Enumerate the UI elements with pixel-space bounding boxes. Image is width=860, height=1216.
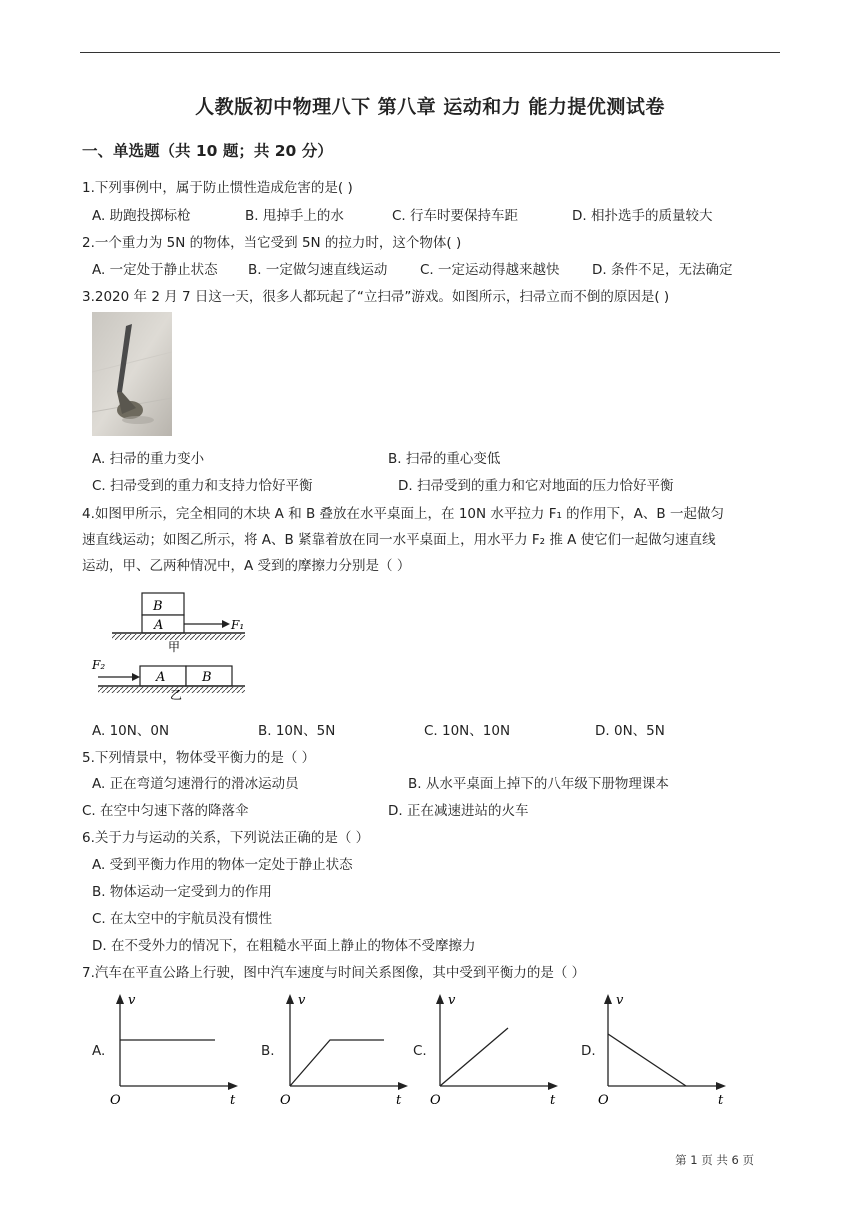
question-4-line-2: 速直线运动；如图乙所示，将 A、B 紧靠着放在同一水平桌面上，用水平力 F₂ 推 A 使它们一起做匀速直线 [82, 532, 716, 548]
question-2-option-c: C. 一定运动得越来越快 [420, 262, 560, 278]
question-1-option-a: A. 助跑投掷标枪 [92, 208, 191, 224]
question-3-option-d: D. 扫帚受到的重力和它对地面的压力恰好平衡 [398, 478, 674, 494]
question-7-option-b-label: B. [261, 1043, 275, 1059]
question-6-option-b: B. 物体运动一定受到力的作用 [92, 884, 272, 900]
graph-a-axis-v: v [128, 993, 136, 1008]
graph-b [278, 990, 413, 1108]
question-1-option-d: D. 相扑选手的质量较大 [572, 208, 713, 224]
page-footer: 第 1 页 共 6 页 [675, 1153, 754, 1167]
graph-c-axis-t: t [550, 1093, 556, 1108]
fig-jia-label-b: B [153, 599, 163, 614]
question-3-stem: 3.2020 年 2 月 7 日这一天，很多人都玩起了“立扫帚”游戏。如图所示，扫帚立而不倒的原因是( ) [82, 289, 670, 305]
question-4-figure [90, 585, 260, 700]
graph-b-axis-t: t [396, 1093, 402, 1108]
graph-d-origin: O [598, 1093, 609, 1108]
fig-label-yi: 乙 [170, 688, 183, 700]
question-6-stem: 6.关于力与运动的关系，下列说法正确的是（ ） [82, 830, 370, 846]
question-1-option-c: C. 行车时要保持车距 [392, 208, 519, 224]
fig-force-2: F₂ [92, 658, 106, 672]
graph-d-line [608, 1034, 686, 1086]
question-5-stem: 5.下列情景中，物体受平衡力的是（ ） [82, 750, 316, 766]
graph-b-line [290, 1040, 384, 1086]
question-3-option-b: B. 扫帚的重心变低 [388, 451, 501, 467]
graph-d [596, 990, 731, 1108]
graph-b-axis-v: v [298, 993, 306, 1008]
question-3-option-a: A. 扫帚的重力变小 [92, 451, 205, 467]
broom-photo [92, 312, 172, 436]
question-7-stem: 7.汽车在平直公路上行驶，图中汽车速度与时间关系图像，其中受到平衡力的是（ ） [82, 965, 586, 981]
fig-force-1: F₁ [231, 618, 245, 632]
graph-d-axis-v: v [616, 993, 624, 1008]
question-7-option-a-label: A. [92, 1043, 106, 1059]
fig-yi-label-b: B [202, 670, 212, 685]
graph-a-axis-t: t [230, 1093, 236, 1108]
graph-b-origin: O [280, 1093, 291, 1108]
question-1-option-b: B. 甩掉手上的水 [245, 208, 344, 224]
question-4-line-1: 4.如图甲所示，完全相同的木块 A 和 B 叠放在水平桌面上，在 10N 水平拉力 F₁ 的作用下，A、B 一起做匀 [82, 506, 724, 522]
question-4-line-3: 运动，甲、乙两种情况中，A 受到的摩擦力分别是（ ） [82, 558, 411, 574]
header-rule [80, 52, 780, 53]
graph-c-line [440, 1028, 508, 1086]
question-6-option-c: C. 在太空中的宇航员没有惯性 [92, 911, 273, 927]
question-4-option-c: C. 10N、10N [424, 723, 511, 739]
question-6-option-a: A. 受到平衡力作用的物体一定处于静止状态 [92, 857, 353, 873]
question-7-option-d-label: D. [581, 1043, 596, 1059]
question-2-option-b: B. 一定做匀速直线运动 [248, 262, 388, 278]
graph-c [428, 990, 563, 1108]
question-2-stem: 2.一个重力为 5N 的物体，当它受到 5N 的拉力时，这个物体( ) [82, 235, 462, 251]
fig-jia-label-a: A [154, 618, 164, 633]
graph-c-origin: O [430, 1093, 441, 1108]
graph-d-axis-t: t [718, 1093, 724, 1108]
graph-c-axis-v: v [448, 993, 456, 1008]
fig-yi-label-a: A [156, 670, 166, 685]
fig-label-jia: 甲 [168, 640, 181, 654]
page-title: 人教版初中物理八下 第八章 运动和力 能力提优测试卷 [195, 96, 665, 118]
question-5-option-b: B. 从水平桌面上掉下的八年级下册物理课本 [408, 776, 669, 792]
question-4-option-a: A. 10N、0N [92, 723, 170, 739]
question-7-option-c-label: C. [413, 1043, 427, 1059]
question-6-option-d: D. 在不受外力的情况下，在粗糙水平面上静止的物体不受摩擦力 [92, 938, 476, 954]
question-5-option-c: C. 在空中匀速下落的降落伞 [82, 803, 249, 819]
question-3-option-c: C. 扫帚受到的重力和支持力恰好平衡 [92, 478, 313, 494]
question-2-option-a: A. 一定处于静止状态 [92, 262, 218, 278]
question-5-option-a: A. 正在弯道匀速滑行的滑冰运动员 [92, 776, 299, 792]
question-1-stem: 1.下列事例中，属于防止惯性造成危害的是( ) [82, 180, 353, 196]
graph-a-origin: O [110, 1093, 121, 1108]
section-heading: 一、单选题（共 10 题；共 20 分） [82, 142, 333, 160]
graph-a [108, 990, 243, 1108]
question-5-option-d: D. 正在减速进站的火车 [388, 803, 529, 819]
fig-jia-block-b [142, 593, 184, 615]
question-4-option-b: B. 10N、5N [258, 723, 336, 739]
question-2-option-d: D. 条件不足，无法确定 [592, 262, 733, 278]
question-4-option-d: D. 0N、5N [595, 723, 665, 739]
